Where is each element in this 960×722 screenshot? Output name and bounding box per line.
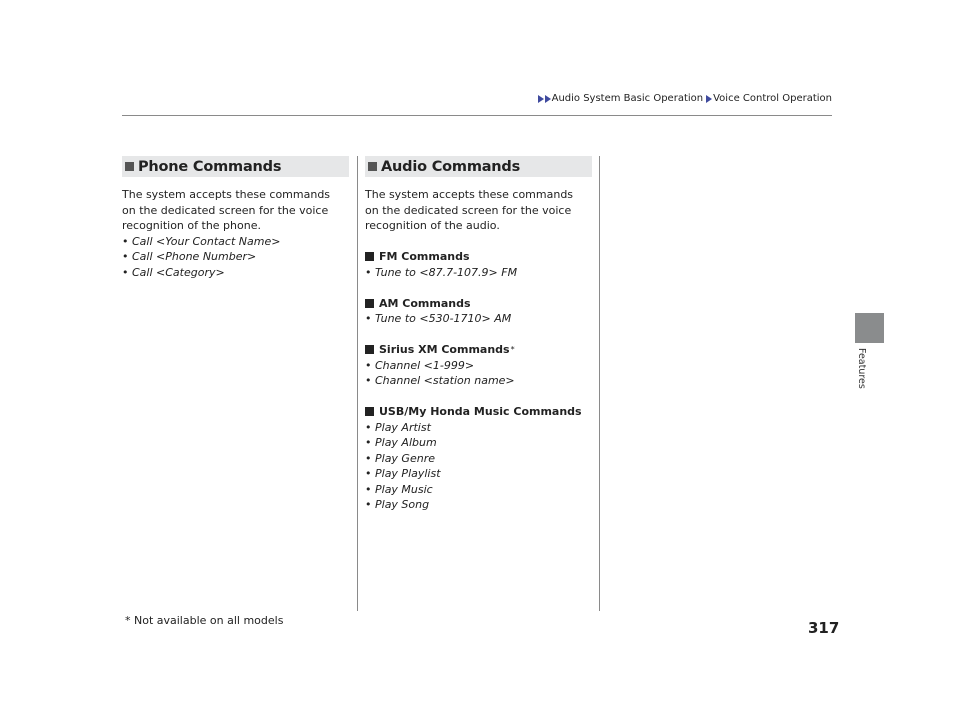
- usb-commands-heading: USB/My Honda Music Commands: [365, 404, 590, 420]
- list-item: • Call <Category>: [122, 265, 225, 279]
- list-item: • Channel <1-999>: [365, 358, 475, 372]
- breadcrumb-arrow-icon: [538, 95, 544, 103]
- bullet-icon: •: [365, 482, 372, 496]
- bullet-icon: •: [365, 451, 372, 465]
- breadcrumb: [538, 93, 832, 104]
- bullet-icon: •: [365, 374, 372, 387]
- list-item: • Play Playlist: [365, 467, 441, 480]
- breadcrumb-topic[interactable]: Voice Control Operation: [713, 93, 832, 104]
- list-item: • Play Album: [365, 436, 437, 449]
- footnote-marker: *: [510, 345, 515, 354]
- list-item: • Tune to <87.7-107.9> FM: [365, 265, 518, 279]
- list-item: • Play Genre: [365, 451, 435, 465]
- chapter-tab-label: Features: [856, 348, 867, 389]
- list-item: • Play Music: [365, 482, 433, 496]
- fm-command-list: [365, 265, 590, 281]
- footnote: * Not available on all models: [125, 614, 284, 627]
- section-square-icon: [125, 162, 134, 171]
- column-divider: [599, 156, 600, 611]
- list-item: • Play Artist: [365, 420, 431, 434]
- bullet-icon: •: [365, 467, 372, 480]
- list-item: • Play Song: [365, 498, 430, 511]
- bullet-icon: •: [122, 234, 129, 248]
- phone-commands-intro: The system accepts these commands on the dedicated screen for the voice recognition of the phone.: [122, 188, 331, 232]
- subsection-square-icon: [365, 252, 374, 261]
- chapter-tab[interactable]: [855, 313, 884, 343]
- phone-commands-title: Phone Commands: [138, 158, 282, 175]
- breadcrumb-arrow-icon: [545, 95, 551, 103]
- phone-commands-header: [122, 156, 349, 177]
- phone-command-list: [122, 234, 347, 281]
- audio-commands-intro: The system accepts these commands on the dedicated screen for the voice recognition of the audio.: [365, 188, 574, 232]
- list-item: • Call <Phone Number>: [122, 250, 257, 263]
- bullet-icon: •: [365, 498, 372, 511]
- fm-commands-heading: FM Commands: [365, 249, 590, 265]
- subsection-square-icon: [365, 299, 374, 308]
- audio-commands-title: Audio Commands: [381, 158, 521, 175]
- bullet-icon: •: [122, 250, 129, 263]
- bullet-icon: •: [365, 436, 372, 449]
- subsection-square-icon: [365, 345, 374, 354]
- page-number: 317: [808, 619, 840, 637]
- column-divider: [357, 156, 358, 611]
- bullet-icon: •: [122, 265, 129, 279]
- list-item: • Tune to <530-1710> AM: [365, 312, 512, 325]
- usb-command-list: [365, 420, 590, 513]
- sirius-command-list: [365, 358, 590, 389]
- bullet-icon: •: [365, 420, 372, 434]
- breadcrumb-section[interactable]: Audio System Basic Operation: [551, 93, 704, 104]
- sirius-commands-heading: Sirius XM Commands *: [365, 342, 590, 358]
- audio-commands-header: [365, 156, 592, 177]
- breadcrumb-arrow-icon: [706, 95, 712, 103]
- bullet-icon: •: [365, 312, 372, 325]
- am-command-list: [365, 311, 590, 327]
- section-square-icon: [368, 162, 377, 171]
- audio-commands-section: [365, 156, 590, 513]
- header-divider: [122, 115, 832, 116]
- bullet-icon: •: [365, 265, 372, 279]
- am-commands-heading: AM Commands: [365, 296, 590, 312]
- bullet-icon: •: [365, 358, 372, 372]
- phone-commands-section: [122, 156, 347, 280]
- subsection-square-icon: [365, 407, 374, 416]
- list-item: • Call <Your Contact Name>: [122, 234, 281, 248]
- list-item: • Channel <station name>: [365, 374, 515, 387]
